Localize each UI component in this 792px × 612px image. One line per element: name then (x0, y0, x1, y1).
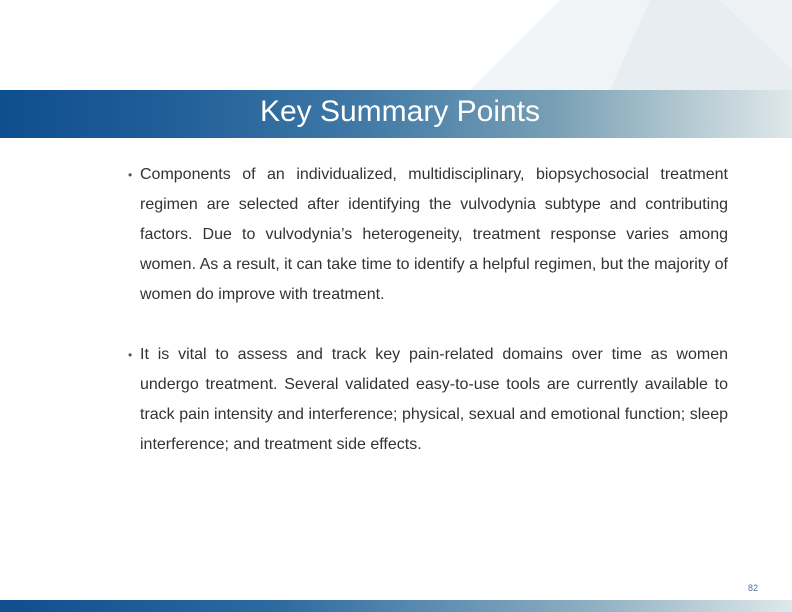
decorative-shapes (0, 0, 792, 90)
bullet-point (128, 160, 728, 310)
bullet-marker: • (128, 348, 133, 362)
footer-band (0, 600, 792, 612)
slide-title: Key Summary Points (259, 95, 541, 128)
bullet-point (128, 340, 728, 460)
bullet-marker: • (128, 168, 133, 182)
title-band (0, 90, 792, 138)
decorative-background (0, 0, 792, 90)
bullet-text: It is vital to assess and track key pain-related domains over time as women undergo treatment. Several validated easy-to-use tools are currently available to track pain intensity and interference; physical, sexual and emotional function; sleep interference; and treatment side effects. (140, 346, 728, 453)
page-number: 82 (747, 583, 758, 593)
bullet-text: Components of an individualized, multidisciplinary, biopsychosocial treatment regimen are selected after identifying the vulvodynia subtype and contributing factors. Due to vulvodynia’s heterogeneity, treatment response varies among women. As a result, it can take time to identify a helpful regimen, but the majority of women do improve with treatment. (140, 166, 728, 303)
summary-content (128, 160, 728, 460)
